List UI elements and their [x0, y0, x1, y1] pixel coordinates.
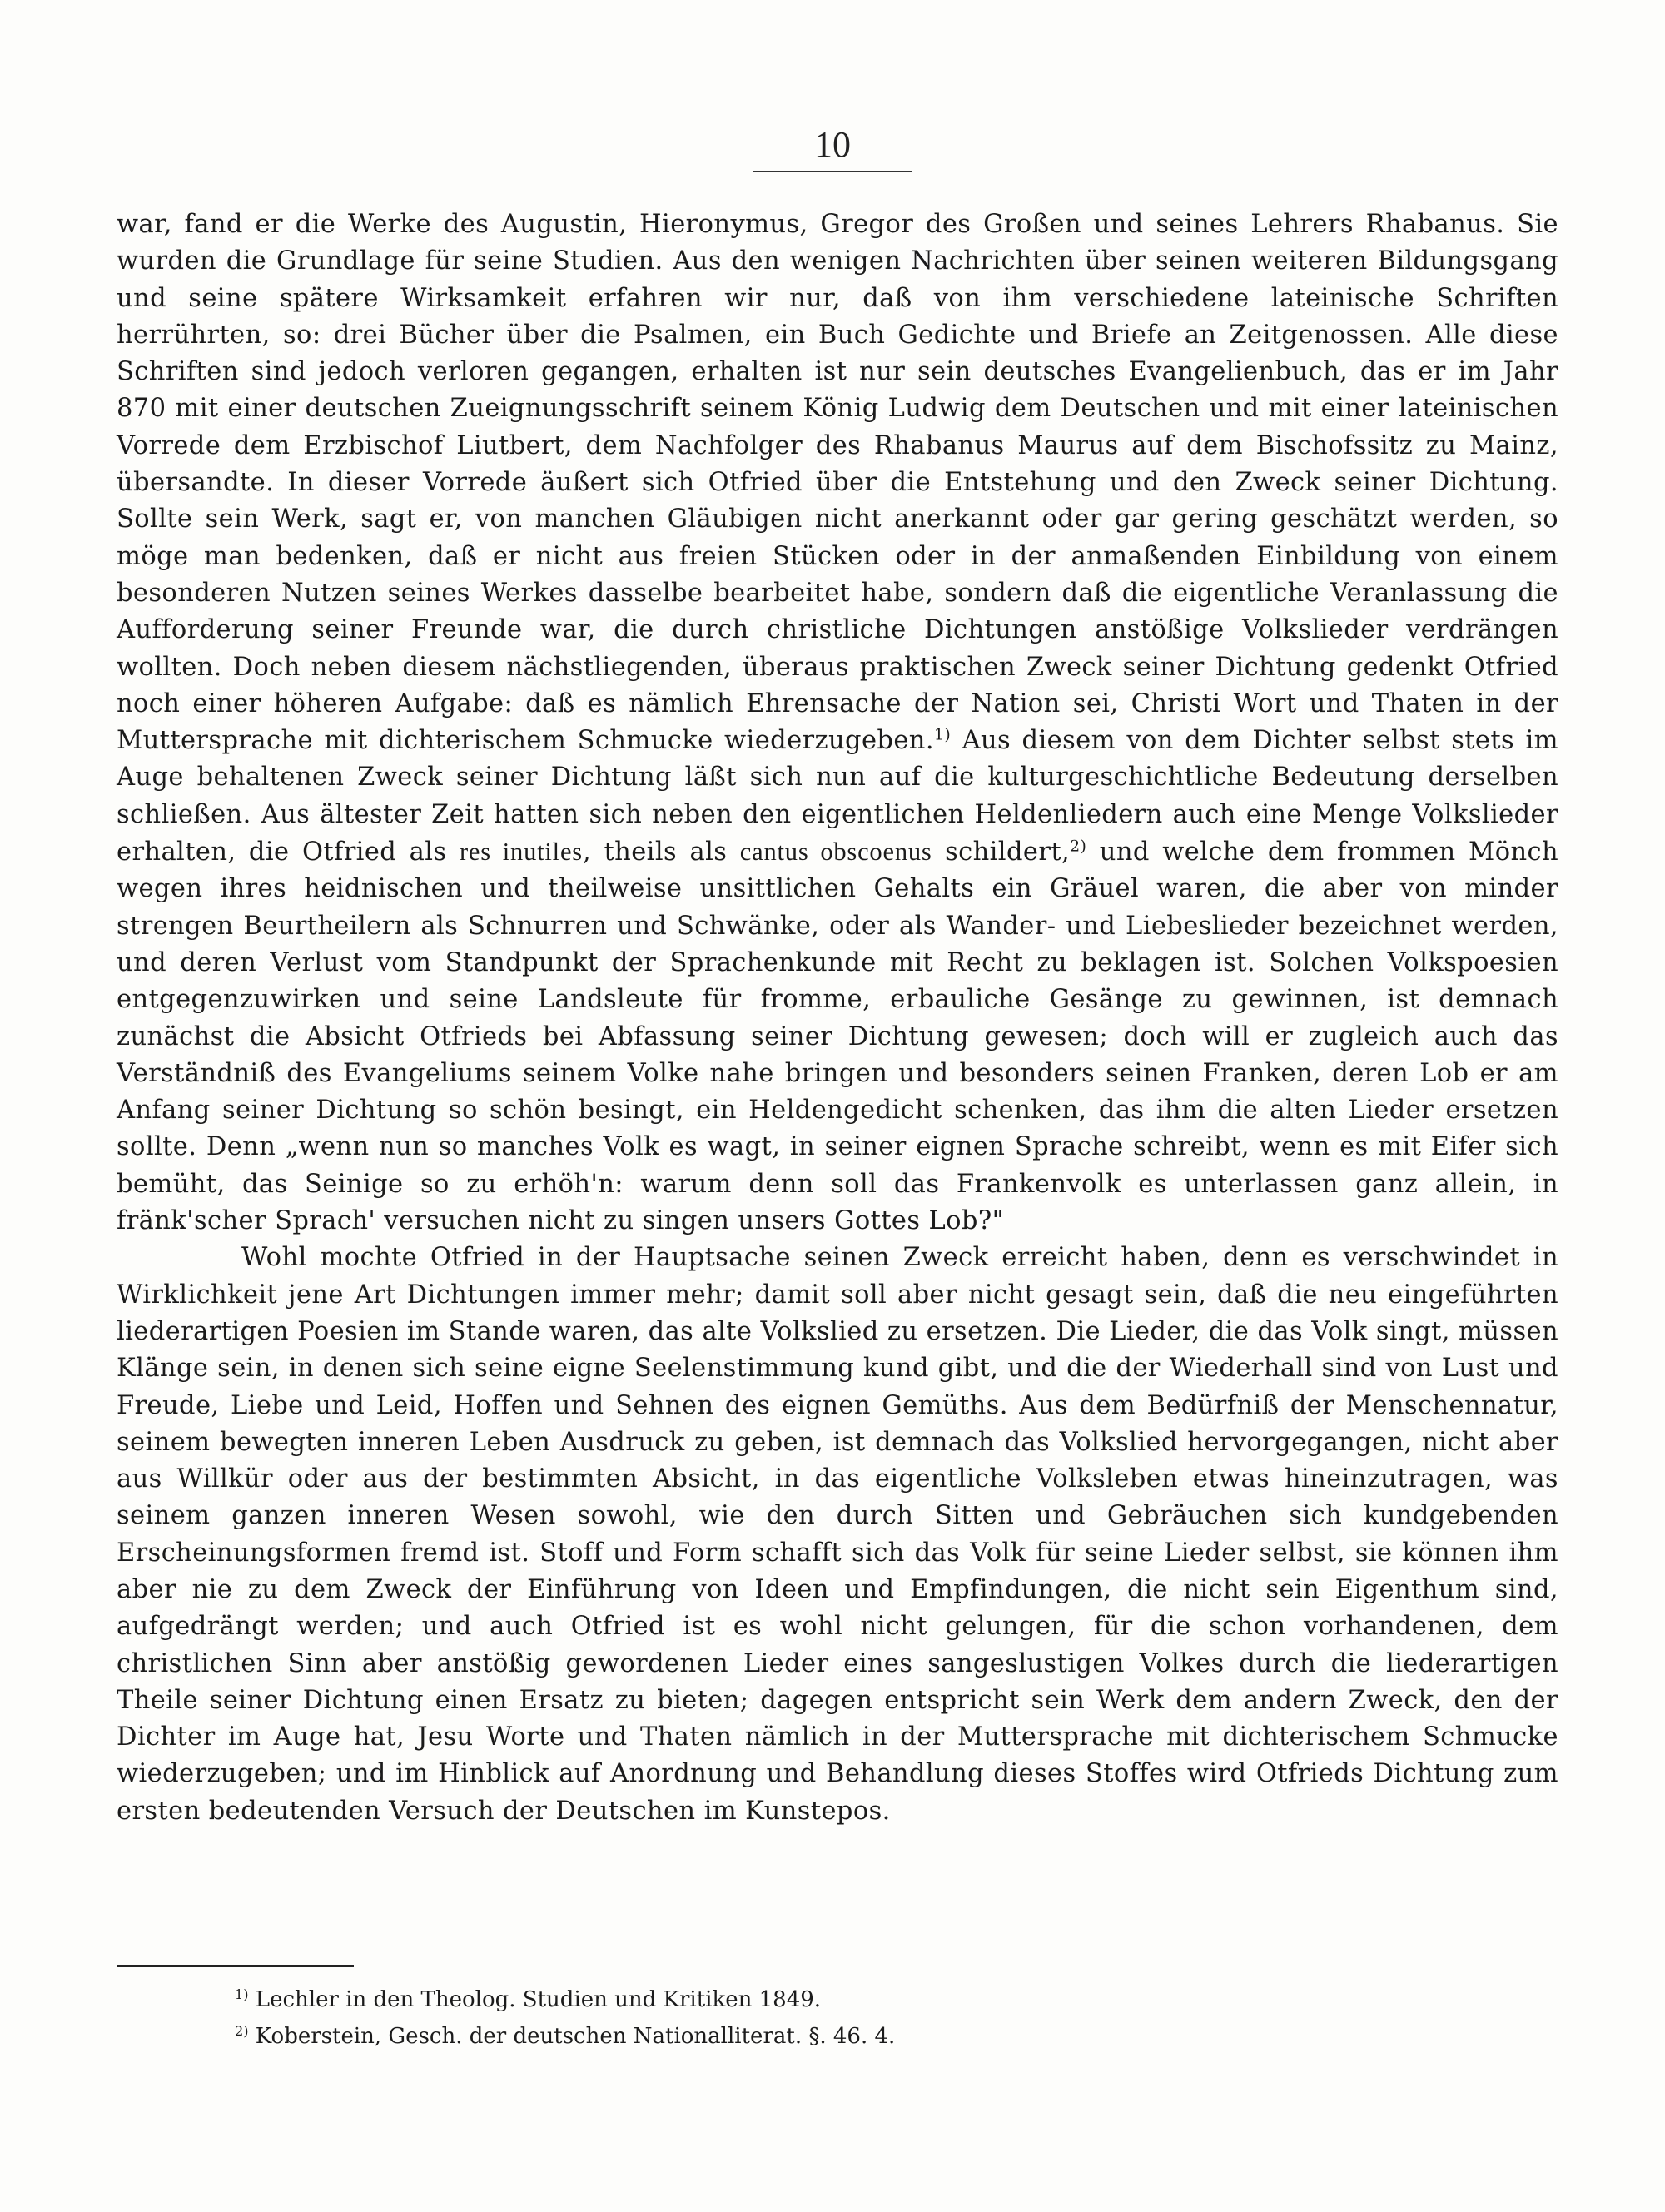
footnotes	[235, 1981, 1400, 2055]
paragraph-1	[117, 206, 1558, 1240]
paragraph-1-text-e: und welche dem frommen Mönch wegen ihres heidnischen und theilweise unsittlichen Gehalts ein Gräuel waren, die aber von minder strengen Beurtheilern als Schnurren und Schwänke, oder als Wander- und Liebeslieder bezeichnet werden, und deren Verlust vom Standpunkt der Sprachenkunde mit Recht zu beklagen ist. Solchen Volkspoesien entgegenzuwirken und seine Landsleute für fromme, erbauliche Gesänge zu gewinnen, ist demnach zunächst die Absicht Otfrieds bei Abfassung seiner Dichtung gewesen; doch will er zugleich auch das Verständniß des Evangeliums seinem Volke nahe bringen und besonders seinen Franken, deren Lob er am Anfang seiner Dichtung so schön besingt, ein Heldengedicht schenken, das ihm die alten Lieder ersetzen sollte. Denn „wenn nun so manches Volk es wagt, in seiner eignen Sprache schreibt, wenn es mit Eifer sich bemüht, das Seinige so zu erhöh'n: warum denn soll das Frankenvolk es unterlassen ganz allein, in fränk'scher Sprach' versuchen nicht zu singen unsers Gottes Lob?"	[117, 838, 1559, 1236]
footnote-1	[235, 1981, 1400, 2018]
paragraph-2: Wohl mochte Otfried in der Hauptsache seinen Zweck erreicht haben, denn es verschwindet in Wirklichkeit jene Art Dichtungen immer mehr; damit soll aber nicht gesagt sein, daß die neu eingeführten liederartigen Poesien im Stande waren, das alte Volkslied zu ersetzen. Die Lieder, die das Volk singt, müssen Klänge sein, in denen sich seine eigne Seelenstimmung kund gibt, und die der Wiederhall sind von Lust und Freude, Liebe und Leid, Hoffen und Sehnen des eignen Gemüths. Aus dem Bedürfniß der Menschennatur, seinem bewegten inneren Leben Ausdruck zu geben, ist demnach das Volkslied hervorgegangen, nicht aber aus Willkür oder aus der bestimmten Absicht, in das eigentliche Volksleben etwas hineinzutragen, was seinem ganzen inneren Wesen sowohl, wie den durch Sitten und Gebräuchen sich kundgebenden Erscheinungsformen fremd ist. Stoff und Form schafft sich das Volk für seine Lieder selbst, sie können ihm aber nie zu dem Zweck der Einführung von Ideen und Empfindungen, die nicht sein Eigenthum sind, aufgedrängt werden; und auch Otfried ist es wohl nicht gelungen, für die schon vorhandenen, dem christlichen Sinn aber anstößig gewordenen Lieder eines sangeslustigen Volkes durch die liederartigen Theile seiner Dichtung einen Ersatz zu bieten; dagegen entspricht sein Werk dem andern Zweck, den der Dichter im Auge hat, Jesu Worte und Thaten nämlich in der Muttersprache mit dichterischem Schmucke wiederzugeben; und im Hinblick auf Anordnung und Behandlung dieses Stoffes wird Otfrieds Dichtung zum ersten bedeutenden Versuch der Deutschen im Kunstepos.	[117, 1243, 1558, 1826]
footnote-ref-2: 2)	[1070, 837, 1087, 856]
footnote-2-text: Koberstein, Gesch. der deutschen Nationalliterat. §. 46. 4.	[248, 2024, 896, 2049]
page-number-rule	[753, 171, 912, 172]
footnote-1-marker: 1)	[235, 1986, 249, 2003]
paragraph-1-text-b: Aus diesem von dem Dichter selbst stets im Auge behaltenen Zweck seiner Dichtung läßt sich nun auf die kulturgeschichtliche Bedeutung derselben schließen. Aus ältester Zeit hatten sich neben den eigentlichen Heldenliedern auch eine Menge Volkslieder erhalten, die Otfried als	[117, 726, 1558, 867]
page-number: 10	[814, 124, 851, 165]
footnote-ref-1: 1)	[933, 725, 952, 744]
latin-phrase-cantus-obscoenus: cantus obscoenus	[739, 838, 932, 867]
footnote-1-text: Lechler in den Theolog. Studien und Kritiken 1849.	[248, 1987, 822, 2012]
footnote-separator	[117, 1965, 354, 1967]
latin-phrase-res-inutiles: res inutiles	[459, 838, 583, 867]
footnote-2	[235, 2018, 1400, 2055]
footnote-2-marker: 2)	[235, 2023, 249, 2040]
paragraph-1-text-d: schildert,	[932, 838, 1071, 867]
main-text	[117, 206, 1558, 1830]
paragraph-1-text-c: , theils als	[582, 838, 740, 867]
paragraph-1-text-a: war, fand er die Werke des Augustin, Hieronymus, Gregor des Großen und seines Lehrers Rhabanus. Sie wurden die Grundlage für seine Studien. Aus den wenigen Nachrichten über seinen weiteren Bildungsgang und seine spätere Wirksamkeit erfahren wir nur, daß von ihm verschiedene lateinische Schriften herrührten, so: drei Bücher über die Psalmen, ein Buch Gedichte und Briefe an Zeitgenossen. Alle diese Schriften sind jedoch verloren gegangen, erhalten ist nur sein deutsches Evangelienbuch, das er im Jahr 870 mit einer deutschen Zueignungsschrift seinem König Ludwig dem Deutschen und mit einer lateinischen Vorrede dem Erzbischof Liutbert, dem Nachfolger des Rhabanus Maurus auf dem Bischofssitz zu Mainz, übersandte. In dieser Vorrede äußert sich Otfried über die Entstehung und den Zweck seiner Dichtung. Sollte sein Werk, sagt er, von manchen Gläubigen nicht anerkannt oder gar gering geschätzt werden, so möge man bedenken, daß er nicht aus freien Stücken oder in der anmaßenden Einbildung von einem besonderen Nutzen seines Werkes dasselbe bearbeitet habe, sondern daß die eigentliche Veranlassung die Aufforderung seiner Freunde war, die durch christliche Dichtungen anstößige Volkslieder verdrängen wollten. Doch neben diesem nächstliegenden, überaus praktischen Zweck seiner Dichtung gedenkt Otfried noch einer höheren Aufgabe: daß es nämlich Ehrensache der Nation sei, Christi Wort und Thaten in der Muttersprache mit dichterischem Schmucke wiederzugeben.	[117, 210, 1558, 756]
